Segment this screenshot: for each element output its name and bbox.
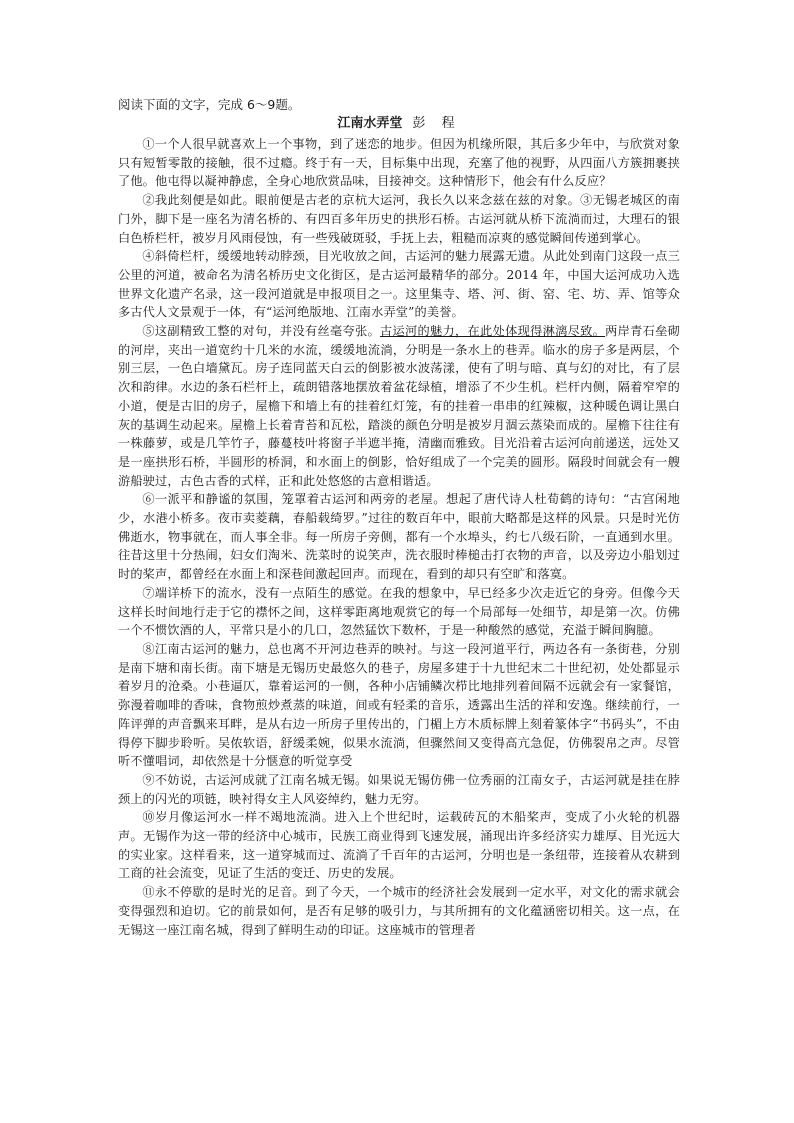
paragraph-text: ⑧江南古运河的魅力，总也离不开河边巷弄的映衬。与这一段河道平行，两边各有一条街巷，分别是南下塘和南长街。南下塘是无锡历史最悠久的巷子，房屋多建于十九世纪末二十世纪初，处处都显示着岁月的沧桑。小巷逼仄，靠着运河的一侧，各种小店铺鳞次栉比地排列着间隔不远就会有一家餐馆，弥漫着咖啡的香味，食物煎炒煮蒸的味道，间或有轻柔的音乐，透露出生活的祥和安逸。继续前行，一阵评弹的声音飘来耳畔，是从右边一所房子里传出的，门楣上方木质标牌上刻着篆体字“书码头”，不由得停下脚步聆听。吴侬软语，舒缓柔婉，似果水流淌，但骤然间又变得高亢急促，仿佛裂帛之声。尽管听不懂唱词，却依然是十分惬意的听觉享受 <box>118 641 680 769</box>
paragraph-11 <box>118 883 680 939</box>
paragraph-1 <box>118 135 680 191</box>
paragraph-9 <box>118 771 680 808</box>
paragraph-text: ⑦端详桥下的流水，没有一点陌生的感觉。在我的想象中，早已经多少次走近它的身旁。但像今天这样长时间地行走于它的襟怀之间，这样零距离地观赏它的每一个局部每一处细节，却是第一次。仿佛一个不惯饮酒的人，平常只是小的几口，忽然猛饮下数杯，于是一种酸然的感觉，充溢于瞬间胸臆。 <box>118 585 680 638</box>
paragraph-2 <box>118 191 680 247</box>
document-page <box>118 96 680 939</box>
paragraph-text: ⑩岁月像运河水一样不竭地流淌。进入上个世纪时，运载砖瓦的木船桨声，变成了小火轮的机器声。无锡作为这一带的经济中心城市，民族工商业得到飞速发展，涌现出许多经济实力雄厚、目光远大的实业家。这样看来，这一道穿城而过、流淌了千百年的古运河，分明也是一条纽带，连接着从农耕到工商的社会流变，见证了生活的变迁、历史的发展。 <box>118 810 680 881</box>
paragraph-text: ⑥一派平和静谧的氛围，笼罩着古运河和两旁的老屋。想起了唐代诗人杜荀鹤的诗句：“古宫闲地少，水港小桥多。夜市卖菱藕，春船载绮罗。”过往的数百年中，眼前大略都是这样的风景。只是时光仿佛逝水，物事就在，而人事全非。每一所房子旁侧，都有一个水埠头，约七八级石阶，一直通到水里。往昔这里十分热闹，妇女们淘米、洗菜时的说笑声，洗衣服时棒槌击打衣物的声音，以及旁边小船划过时的桨声，都曾经在水面上和深巷间激起回声。而现在，看到的却只有空旷和落寞。 <box>118 492 680 582</box>
paragraph-text: ④斜倚栏杆，缓缓地转动脖颈，目光收放之间，古运河的魅力展露无遗。从此处到南门这段一点三公里的河道，被命名为清名桥历史文化街区，是古运河最精华的部分。2014 年，中国大运河成功入选世界文化遗产名录，这一段河道就是申报项目之一。这里集寺、塔、河、街、窑、宅、坊、弄、馆等众多古代人文景观于一体，有“运河绝版地、江南水弄堂”的美誉。 <box>118 249 680 320</box>
underlined-sentence: 古运河的魅力，在此处体现得淋漓尽致。 <box>380 324 606 339</box>
paragraph-5 <box>118 322 680 490</box>
paragraph-6 <box>118 490 680 584</box>
article-title-line <box>118 114 680 134</box>
paragraph-text: ①一个人很早就喜欢上一个事物，到了迷恋的地步。但因为机缘所限，其后多少年中，与欣赏对象只有短暂零散的接触，很不过瘾。终于有一天，目标集中出现，充塞了他的视野，从四面八方簇拥裹挟了他。他屯得以凝神静虑，全身心地欣赏品味，目接神交。这种情形下，他会有什么反应？ <box>118 137 680 189</box>
paragraph-4 <box>118 247 680 322</box>
paragraph-8 <box>118 640 680 771</box>
paragraph-10 <box>118 808 680 883</box>
paragraph-text: ②我此刻便是如此。眼前便是古老的京杭大运河，我长久以来念兹在兹的对象。③无锡老城区的南门外，脚下是一座名为清名桥的、有四百多年历史的拱形石桥。古运河就从桥下流淌而过，大理石的银白色桥栏杆，被岁月风雨侵蚀，有一些残破斑驳，手抚上去，粗糙而凉爽的感觉瞬间传递到掌心。 <box>118 193 680 245</box>
paragraph-text: 两岸青石垒砌的河岸，夹出一道宽约十几米的水流，缓缓地流淌，分明是一条水上的巷弄。临水的房子多是两层，个别三层，一色白墙黛瓦。房子连同蓝天白云的倒影被水波荡漾，使有了明与暗、真与幻的对比，有了层次和韵律。水边的条石栏杆上，疏朗错落地摆放着盆花绿植，增添了不少生机。栏杆内侧，隔着窄窄的小道，便是古旧的房子，屋檐下和墙上有的挂着红灯笼，有的挂着一串串的红辣椒，这种暖色调让黑白灰的基调生动起来。屋檐上长着青苔和瓦松，踏淡的颜色分明是被岁月涸云蒸染而成的。屋檐下往往有一株藤萝，或是几竿竹子，藤蔓枝叶将窗子半遮半掩，清幽而雅致。目光沿着古运河向前递送，远处又是一座拱形石桥，半圆形的桥洞，和水面上的倒影，恰好组成了一个完美的圆形。隔段时间就会有一艘游船驶过，古色古香的式样，正和此处悠悠的古意相谐适。 <box>118 324 680 488</box>
paragraph-7 <box>118 584 680 640</box>
article-author: 彭 程 <box>412 116 461 131</box>
paragraph-text: ⑪永不停歇的是时光的足音。到了今天，一个城市的经济社会发展到一定水平，对文化的需求就会变得强烈和迫切。它的前景如何，是否有足够的吸引力，与其所拥有的文化蕴涵密切相关。这一点，在无锡这一座江南名城，得到了鲜明生动的印证。这座城市的管理者 <box>118 885 680 937</box>
paragraph-text: ⑤这副精致工整的对句，并没有丝毫夸张。 <box>142 324 381 339</box>
paragraph-text: ⑨不妨说，古运河成就了江南名城无锡。如果说无锡仿佛一位秀丽的江南女子，古运河就是挂在脖颈上的闪光的项链，映衬得女主人风姿绰约，魅力无穷。 <box>118 772 680 806</box>
reading-instruction: 阅读下面的文字，完成 6～9题。 <box>118 97 301 112</box>
article-title: 江南水弄堂 <box>337 116 403 131</box>
